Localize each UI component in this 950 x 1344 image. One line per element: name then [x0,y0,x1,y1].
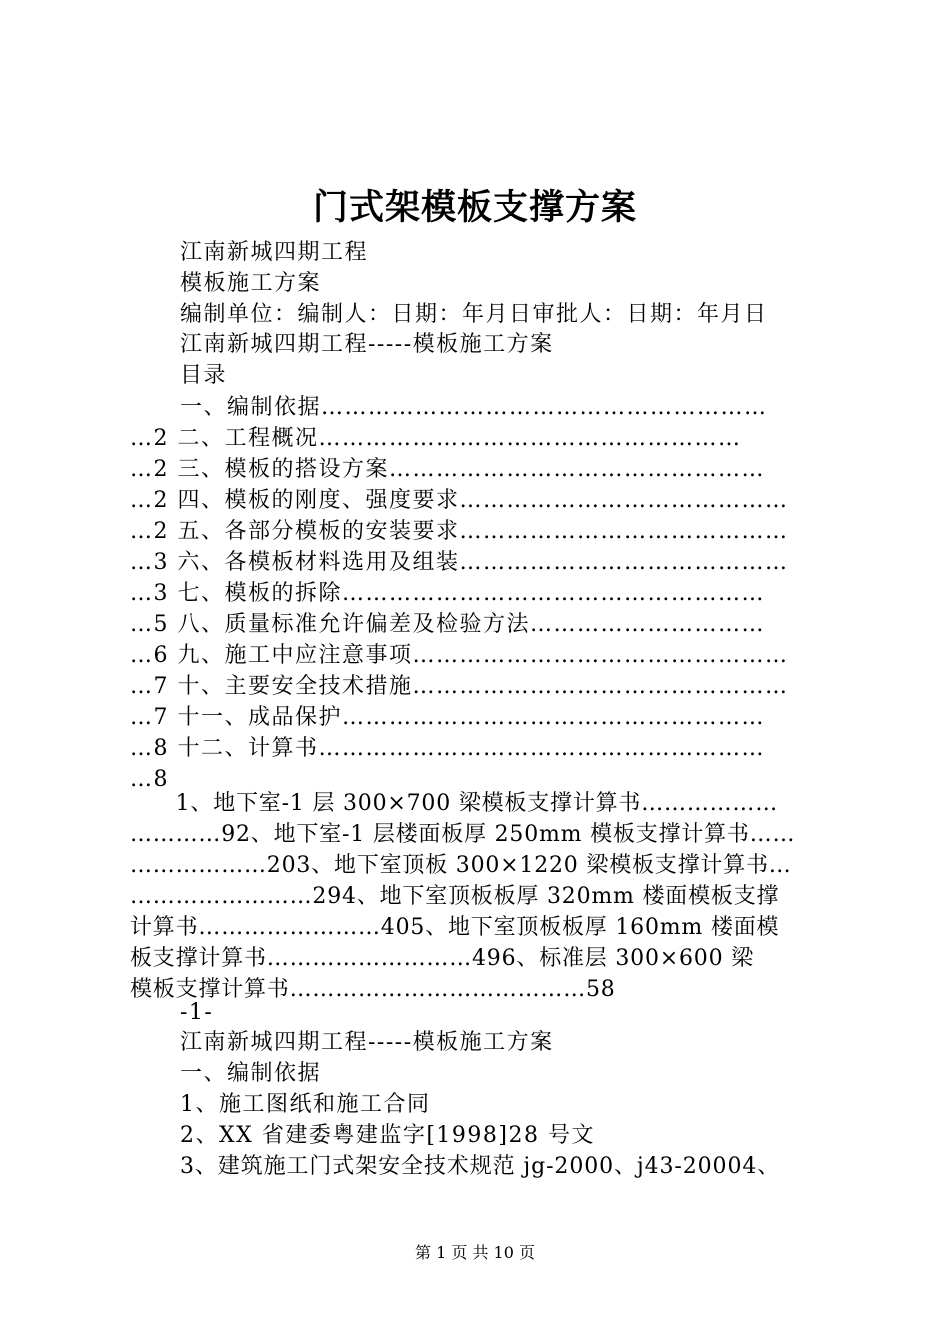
running-header: 江南新城四期工程-----模板施工方案 [180,332,554,357]
compile-info: 编制单位：编制人：日期：年月日审批人：日期：年月日 [180,302,768,327]
toc-row: …2 五、各部分模板的安装要求…………………………………… [130,519,789,544]
toc-row: …2 三、模板的搭设方案………………………………………… [130,457,765,482]
calc-row: …………92、地下室-1 层楼面板厚 250mm 模板支撑计算书…… [130,822,796,847]
toc-row: …8 十二、计算书………………………………………………… [130,736,765,761]
calculation-list [130,788,832,1005]
toc-row: 一、编制依据………………………………………………… [180,395,768,420]
toc-heading: 目录 [180,363,228,388]
toc-row: …3 六、各模板材料选用及组装…………………………………… [130,550,789,575]
running-header: 江南新城四期工程-----模板施工方案 [180,1030,554,1055]
table-of-contents [130,392,830,795]
calc-row: 1、地下室-1 层 300×700 梁模板支撑计算书……………… [130,791,779,816]
toc-row: …6 九、施工中应注意事项………………………………………… [130,643,789,668]
toc-row: …8 [130,767,169,792]
toc-row: …2 二、工程概况……………………………………………… [130,426,742,451]
calc-row: 板支撑计算书………………………496、标准层 300×600 梁 [130,946,754,971]
calc-row: ……………………294、地下室顶板板厚 320mm 楼面模板支撑 [130,884,780,909]
toc-row: …5 八、质量标准允许偏差及检验方法………………………… [130,612,765,637]
toc-row: …3 七、模板的拆除……………………………………………… [130,581,765,606]
toc-row: …7 十一、成品保护……………………………………………… [130,705,765,730]
calc-row: 模板支撑计算书…………………………………58 [130,977,616,1002]
page-footer: 第 1 页 共 10 页 [415,1243,535,1262]
toc-row: …2 四、模板的刚度、强度要求…………………………………… [130,488,789,513]
plan-name: 模板施工方案 [180,271,322,296]
calc-row: ………………203、地下室顶板 300×1220 梁模板支撑计算书… [130,853,792,878]
section-heading: 一、编制依据 [180,1061,322,1086]
basis-item: 1、施工图纸和施工合同 [180,1092,431,1117]
basis-item: 2、XX 省建委粤建监字[1998]28 号文 [180,1123,595,1148]
calc-row: 计算书……………………405、地下室顶板板厚 160mm 楼面模 [130,915,780,940]
page-marker: -1- [180,1000,214,1025]
toc-row: …7 十、主要安全技术措施………………………………………… [130,674,789,699]
basis-item: 3、建筑施工门式架安全技术规范 jg-2000、j43-20004、 [180,1154,781,1179]
project-name: 江南新城四期工程 [180,240,369,265]
document-title: 门式架模板支撑方案 [312,187,637,228]
